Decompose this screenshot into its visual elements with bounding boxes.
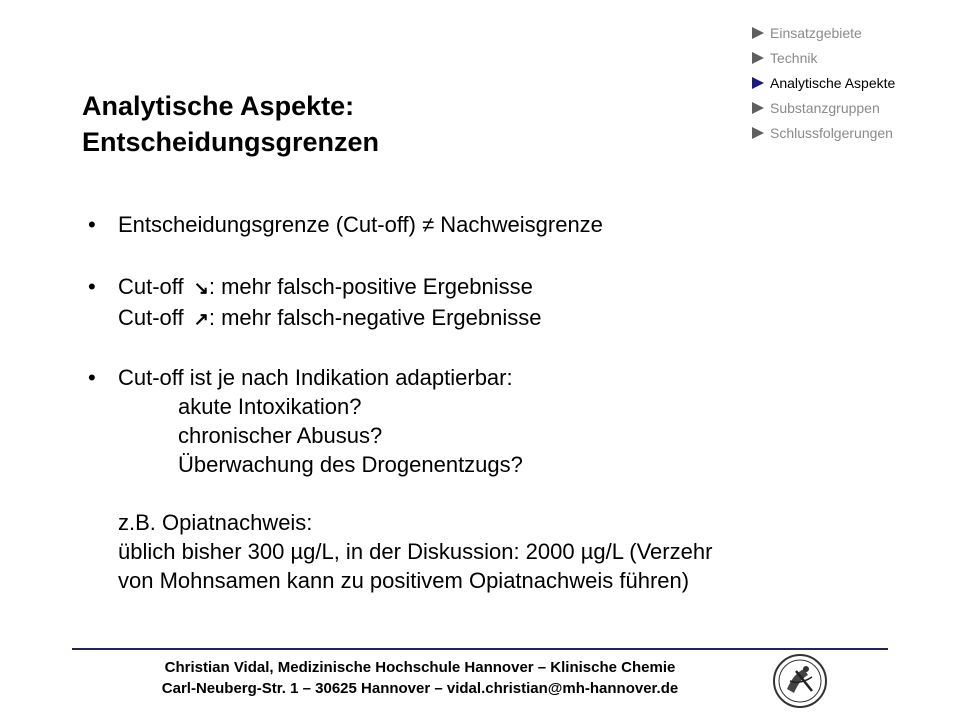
arrow-down-right-icon: ↘ [193, 278, 209, 298]
slide-title-line1: Analytische Aspekte: [82, 91, 355, 121]
university-seal-logo [772, 653, 828, 709]
bullet-text: : mehr falsch-positive Ergebnisse [208, 274, 533, 299]
bullet-text: Entscheidungsgrenze (Cut-off) [118, 212, 423, 237]
bullet-line [118, 303, 888, 334]
footer-line-1: Christian Vidal, Medizinische Hochschule Hannover – Klinische Chemie [164, 659, 676, 676]
spacer [118, 479, 888, 508]
nav-item-einsatzgebiete[interactable] [752, 20, 895, 45]
slide-body [88, 210, 888, 595]
slide-title [82, 88, 379, 160]
footer-divider [72, 648, 888, 650]
triangle-right-icon [752, 127, 764, 139]
bullet-text: Nachweisgrenze [434, 212, 603, 237]
indication-question: chronischer Abusus? [178, 423, 383, 448]
nav-item-analytische-aspekte[interactable] [752, 70, 895, 95]
arrow-up-right-icon: ↗ [193, 309, 209, 329]
nav-item-label: Einsatzgebiete [770, 24, 862, 41]
triangle-right-icon [752, 27, 764, 39]
nav-item-substanzgruppen[interactable] [752, 95, 895, 120]
bullet-text: Cut-off [118, 274, 190, 299]
bullet-mark: • [88, 365, 96, 390]
example-text: üblich bisher 300 µg/L, in der Diskussion: 2000 µg/L (Verzehr [118, 539, 713, 564]
footer [100, 657, 740, 699]
example-heading: z.B. Opiatnachweis: [118, 510, 313, 535]
nav-item-label: Technik [770, 49, 818, 66]
indication-question: Überwachung des Drogenentzugs? [178, 452, 523, 477]
bullet-line [118, 272, 888, 303]
slide-title-line2: Entscheidungsgrenzen [82, 127, 380, 157]
not-equal-symbol: ≠ [422, 212, 435, 237]
example-text: von Mohnsamen kann zu positivem Opiatnachweis führen) [118, 568, 690, 593]
bullet-text: : mehr falsch-negative Ergebnisse [208, 305, 542, 330]
indication-question: akute Intoxikation? [178, 394, 362, 419]
section-nav [752, 20, 895, 145]
nav-item-label: Substanzgruppen [770, 99, 880, 116]
triangle-right-icon [752, 52, 764, 64]
bullet-intro: Cut-off ist je nach Indikation adaptierbar: [118, 365, 513, 390]
triangle-right-icon [752, 102, 764, 114]
nav-item-label: Schlussfolgerungen [770, 124, 893, 141]
bullet-item [88, 210, 888, 239]
bullet-item [88, 272, 888, 334]
bullet-mark: • [88, 212, 96, 237]
footer-line-2: Carl-Neuberg-Str. 1 – 30625 Hannover – vidal.christian@mh-hannover.de [161, 680, 679, 697]
bullet-mark: • [88, 274, 96, 299]
bullet-text: Cut-off [118, 305, 190, 330]
triangle-right-icon [752, 77, 764, 89]
nav-item-schlussfolgerungen[interactable] [752, 120, 895, 145]
nav-item-technik[interactable] [752, 45, 895, 70]
nav-item-label: Analytische Aspekte [770, 74, 896, 91]
bullet-item [88, 363, 888, 595]
